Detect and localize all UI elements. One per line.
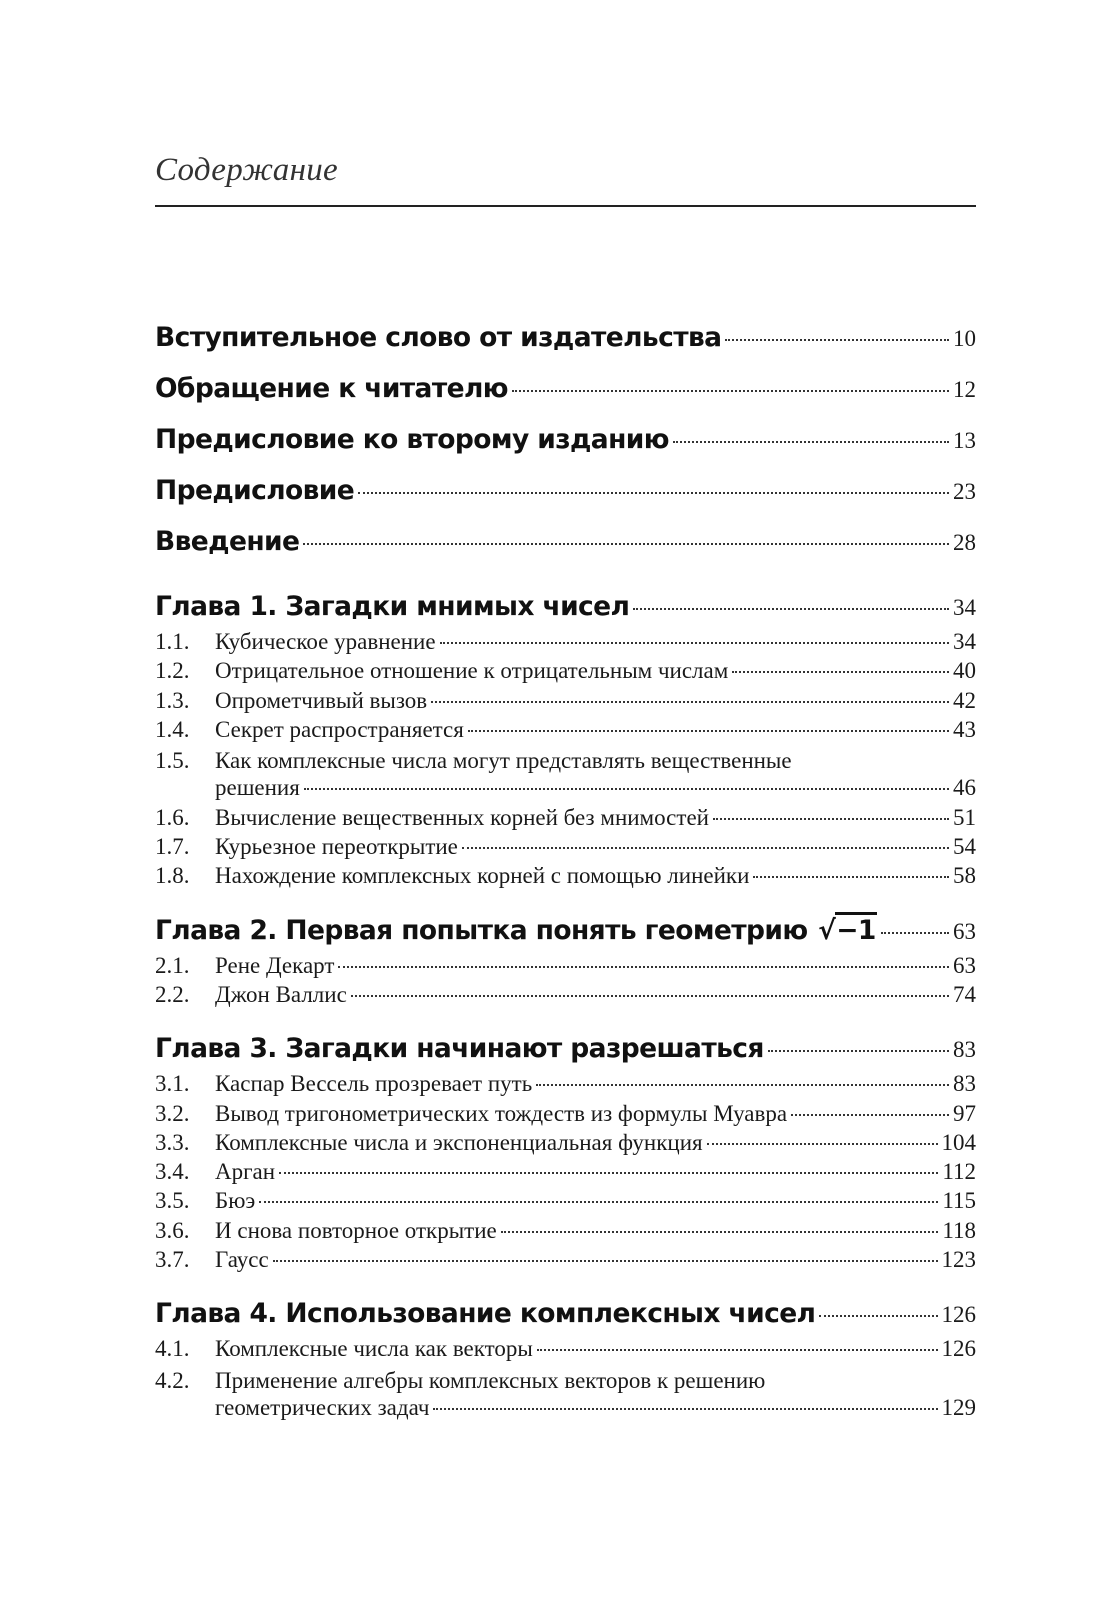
toc-page-number: 74 bbox=[953, 981, 976, 1007]
toc-page-number: 43 bbox=[953, 716, 976, 742]
dot-leader bbox=[881, 932, 949, 934]
dot-leader bbox=[725, 339, 949, 341]
toc-page-number: 83 bbox=[953, 1071, 976, 1097]
toc-page-number: 42 bbox=[953, 687, 976, 713]
dot-leader bbox=[819, 1315, 937, 1317]
section-title-line-2: решения bbox=[215, 775, 300, 801]
toc-chapter-1[interactable] bbox=[155, 591, 976, 629]
section-title: Нахождение комплексных корней с помощью линейки bbox=[215, 863, 750, 889]
toc-page-number: 123 bbox=[941, 1247, 976, 1273]
square-root-formula bbox=[818, 915, 877, 946]
dot-leader bbox=[358, 492, 949, 494]
toc-section-3-1[interactable] bbox=[155, 1071, 976, 1100]
section-number: 1.1. bbox=[155, 629, 190, 654]
section-number: 3.5. bbox=[155, 1188, 190, 1214]
section-number: 2.2. bbox=[155, 981, 190, 1007]
toc-page-number: 83 bbox=[953, 1037, 976, 1063]
toc-section-2-2[interactable] bbox=[155, 982, 976, 1011]
chapter-title-text: . Загадки мнимых чисел bbox=[267, 591, 630, 622]
dot-leader bbox=[768, 1050, 949, 1052]
chapter-label: Глава 4 bbox=[155, 1298, 268, 1330]
spacer bbox=[155, 577, 976, 591]
toc-entry-front-1[interactable] bbox=[155, 322, 976, 373]
toc-section-4-2[interactable] bbox=[155, 1366, 976, 1425]
section-number: 1.5. bbox=[155, 748, 190, 774]
toc-page-number: 40 bbox=[953, 658, 976, 684]
toc-entry-title: Обращение к читателю bbox=[155, 373, 508, 404]
toc-page-number: 63 bbox=[953, 918, 976, 944]
dot-leader bbox=[431, 701, 949, 703]
section-title-line-2-row bbox=[215, 775, 976, 804]
section-number: 1.7. bbox=[155, 834, 190, 860]
spacer bbox=[155, 1011, 976, 1033]
dot-leader bbox=[338, 966, 949, 968]
section-title: Курьезное переоткрытие bbox=[215, 834, 458, 860]
section-title-block bbox=[215, 746, 976, 805]
section-title: Гаусс bbox=[215, 1247, 269, 1273]
toc-section-1-7[interactable] bbox=[155, 834, 976, 863]
toc-page-number: 104 bbox=[941, 1129, 976, 1155]
toc-section-1-3[interactable] bbox=[155, 688, 976, 717]
toc-page-number: 126 bbox=[941, 1336, 976, 1362]
chapter-label: Глава 3 bbox=[155, 1033, 268, 1065]
dot-leader bbox=[673, 441, 949, 443]
toc-entry-front-5[interactable] bbox=[155, 526, 976, 577]
toc-page-number: 34 bbox=[953, 595, 976, 620]
toc-entry-title: Предисловие ко второму изданию bbox=[155, 424, 669, 455]
chapter-title bbox=[155, 1033, 764, 1064]
section-number: 3.2. bbox=[155, 1100, 190, 1126]
toc-page-number: 13 bbox=[953, 428, 976, 453]
toc-section-3-4[interactable] bbox=[155, 1159, 976, 1188]
toc-entry-title: Предисловие bbox=[155, 475, 355, 506]
toc-chapter-2[interactable] bbox=[155, 915, 976, 953]
toc-section-3-6[interactable] bbox=[155, 1218, 976, 1247]
dot-leader bbox=[537, 1349, 938, 1351]
toc-page-number: 34 bbox=[953, 629, 976, 654]
toc-section-3-7[interactable] bbox=[155, 1247, 976, 1276]
section-title: Комплексные числа и экспоненциальная функция bbox=[215, 1129, 703, 1155]
toc-chapter-4[interactable] bbox=[155, 1298, 976, 1336]
toc-section-1-4[interactable] bbox=[155, 717, 976, 746]
toc-page-number: 97 bbox=[953, 1100, 976, 1126]
chapter-title-text: . Загадки начинают разрешаться bbox=[267, 1033, 764, 1065]
toc-page-number: 115 bbox=[942, 1188, 976, 1214]
section-number: 3.7. bbox=[155, 1247, 190, 1273]
section-title: Вывод тригонометрических тождеств из формулы Муавра bbox=[215, 1100, 788, 1126]
chapter-label: Глава 2 bbox=[155, 914, 268, 946]
dot-leader bbox=[707, 1143, 938, 1145]
toc-page-number: 126 bbox=[941, 1302, 976, 1328]
toc-section-3-5[interactable] bbox=[155, 1188, 976, 1217]
dot-leader bbox=[303, 543, 949, 545]
chapter-title bbox=[155, 591, 629, 622]
toc-section-1-5[interactable] bbox=[155, 746, 976, 805]
spacer bbox=[155, 1276, 976, 1298]
section-number: 1.4. bbox=[155, 716, 190, 742]
toc-page-number: 118 bbox=[942, 1217, 976, 1243]
toc-page-number: 12 bbox=[953, 377, 976, 402]
toc-section-1-2[interactable] bbox=[155, 658, 976, 687]
chapter-title-text: . Первая попытка понять геометрию bbox=[267, 914, 817, 946]
toc-page-number: 23 bbox=[953, 479, 976, 504]
section-number: 4.2. bbox=[155, 1367, 190, 1393]
dot-leader bbox=[536, 1084, 949, 1086]
section-title: Вычисление вещественных корней без мнимостей bbox=[215, 804, 709, 830]
section-title-line-2: геометрических задач bbox=[215, 1394, 430, 1420]
dot-leader bbox=[304, 788, 949, 790]
toc-page-number: 58 bbox=[953, 863, 976, 889]
toc-page-number: 46 bbox=[953, 775, 976, 801]
toc-entry-title: Вступительное слово от издательства bbox=[155, 322, 722, 353]
dot-leader bbox=[440, 642, 949, 644]
toc-entry-front-4[interactable] bbox=[155, 475, 976, 526]
dot-leader bbox=[732, 671, 949, 673]
toc-section-3-3[interactable] bbox=[155, 1130, 976, 1159]
dot-leader bbox=[259, 1201, 938, 1203]
section-number: 2.1. bbox=[155, 952, 190, 978]
dot-leader bbox=[468, 730, 949, 732]
toc-page-number: 28 bbox=[953, 530, 976, 555]
toc-entry-front-3[interactable] bbox=[155, 424, 976, 475]
dot-leader bbox=[433, 1408, 937, 1410]
section-title: Арган bbox=[215, 1159, 276, 1185]
toc-page-number: 54 bbox=[953, 834, 976, 860]
toc-section-1-6[interactable] bbox=[155, 805, 976, 834]
section-number: 3.4. bbox=[155, 1159, 190, 1185]
toc-page-number: 129 bbox=[941, 1394, 976, 1420]
dot-leader bbox=[501, 1231, 939, 1233]
section-number: 3.3. bbox=[155, 1129, 190, 1155]
section-title-line-1: Применение алгебры комплексных векторов к решению bbox=[215, 1367, 766, 1393]
toc-section-3-2[interactable] bbox=[155, 1101, 976, 1130]
running-head: Содержание bbox=[155, 152, 339, 188]
book-page bbox=[155, 0, 976, 1614]
header-rule bbox=[155, 205, 976, 207]
section-title: Отрицательное отношение к отрицательным числам bbox=[215, 658, 729, 684]
section-title-line-2-row bbox=[215, 1395, 976, 1424]
chapter-title-text: . Использование комплексных чисел bbox=[267, 1298, 816, 1330]
section-number: 1.2. bbox=[155, 658, 190, 684]
chapter-title bbox=[155, 915, 877, 946]
section-title-line-1: Как комплексные числа могут представлять вещественные bbox=[215, 748, 792, 774]
section-title: Опрометчивый вызов bbox=[215, 687, 428, 713]
toc-chapter-3[interactable] bbox=[155, 1033, 976, 1071]
section-title-block bbox=[215, 1366, 976, 1425]
toc-section-4-1[interactable] bbox=[155, 1336, 976, 1365]
toc-entry-title: Введение bbox=[155, 526, 300, 557]
chapter-label: Глава 1 bbox=[155, 591, 268, 622]
toc-page-number: 63 bbox=[953, 952, 976, 978]
dot-leader bbox=[753, 876, 949, 878]
dot-leader bbox=[713, 818, 949, 820]
toc-section-1-8[interactable] bbox=[155, 863, 976, 892]
dot-leader bbox=[633, 608, 949, 610]
section-title: Каспар Вессель прозревает путь bbox=[215, 1071, 533, 1097]
section-number: 4.1. bbox=[155, 1336, 190, 1362]
toc-section-2-1[interactable] bbox=[155, 953, 976, 982]
section-title: Кубическое уравнение bbox=[215, 629, 436, 654]
section-number: 1.8. bbox=[155, 863, 190, 889]
toc-page-number: 112 bbox=[942, 1159, 976, 1185]
toc-section-1-1[interactable] bbox=[155, 629, 976, 658]
section-number: 3.6. bbox=[155, 1217, 190, 1243]
section-title: Джон Валлис bbox=[215, 981, 347, 1007]
toc-page-number: 51 bbox=[953, 804, 976, 830]
dot-leader bbox=[273, 1260, 938, 1262]
section-title: Рене Декарт bbox=[215, 952, 335, 978]
dot-leader bbox=[279, 1172, 938, 1174]
toc-page-number: 10 bbox=[953, 326, 976, 351]
section-number: 1.3. bbox=[155, 687, 190, 713]
section-title: Секрет распространяется bbox=[215, 716, 464, 742]
dot-leader bbox=[512, 390, 949, 392]
dot-leader bbox=[462, 847, 949, 849]
radicand: −1 bbox=[835, 912, 876, 946]
section-number: 1.6. bbox=[155, 804, 190, 830]
section-number: 3.1. bbox=[155, 1071, 190, 1097]
dot-leader bbox=[791, 1114, 949, 1116]
radical-sign: √ bbox=[818, 914, 836, 946]
table-of-contents bbox=[155, 322, 976, 1424]
chapter-title bbox=[155, 1298, 815, 1329]
section-title: Комплексные числа как векторы bbox=[215, 1336, 533, 1362]
section-title: Бюэ bbox=[215, 1188, 256, 1214]
dot-leader bbox=[351, 995, 949, 997]
section-title: И снова повторное открытие bbox=[215, 1217, 497, 1243]
toc-entry-front-2[interactable] bbox=[155, 373, 976, 424]
